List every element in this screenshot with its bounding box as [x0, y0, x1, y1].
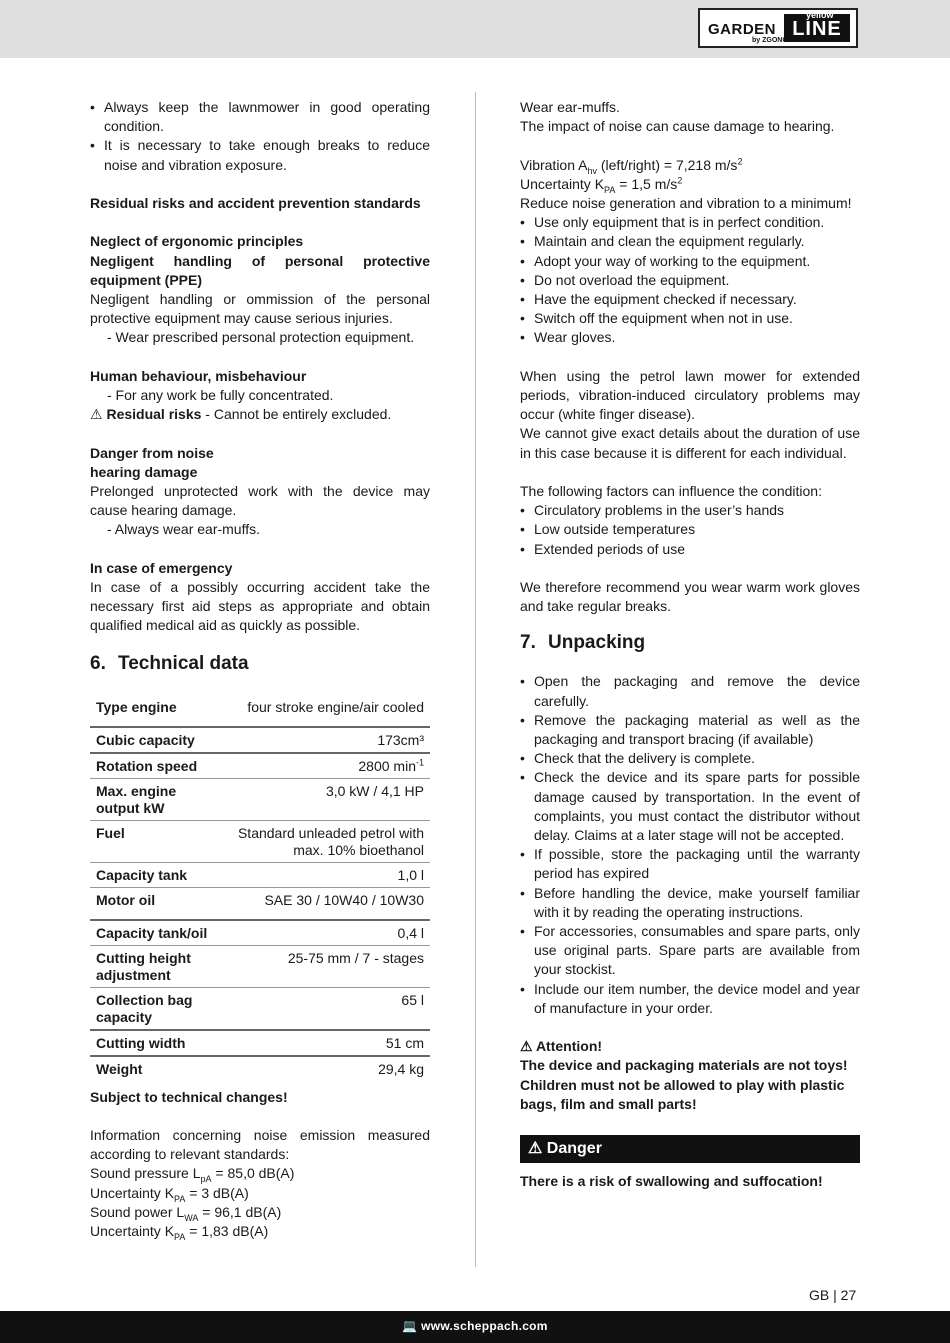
table-row [90, 945, 430, 987]
table-row [90, 753, 430, 779]
logo-garden-text: GARDEN [708, 21, 777, 38]
noise-info-text: Information concerning noise emission measured according to relevant standards: [90, 1127, 430, 1163]
warning-icon: ⚠ [528, 1140, 543, 1158]
residual-risks-label: Residual risks [106, 406, 202, 423]
uncertainty-2-subscript: PA [174, 1231, 186, 1242]
section-6-heading [90, 652, 430, 676]
list-item: • Switch off the equipment when not in use. [520, 309, 860, 328]
impact-text: The impact of noise can cause damage to hearing. [520, 118, 835, 135]
danger-text: There is a risk of swallowing and suffocation! [520, 1173, 823, 1190]
table-value: 25-75 mm / 7 - stages [214, 945, 430, 987]
table-row [90, 778, 430, 820]
page-number [809, 1287, 856, 1303]
warning-icon: ⚠ [520, 1038, 533, 1055]
table-row [90, 1056, 430, 1081]
list-item: • Adopt your way of working to the equipment. [520, 252, 860, 271]
noise-heading-2: hearing damage [90, 463, 198, 480]
list-item: • Remove the packaging material as well as the packaging and transport bracing (if available) [520, 711, 860, 749]
vibration-subscript: hv [587, 165, 597, 176]
list-item: • Check that the delivery is complete. [520, 749, 860, 768]
sound-pressure-label: Sound pressure L [90, 1165, 201, 1182]
uncertainty-1-value: = 3 dB(A) [185, 1184, 249, 1201]
section-7-heading [520, 631, 860, 655]
table-row [90, 820, 430, 862]
list-item: • Have the equipment checked if necessary. [520, 290, 860, 309]
subject-to-changes: Subject to technical changes! [90, 1088, 288, 1105]
list-item: • Use only equipment that is in perfect condition. [520, 213, 860, 232]
unpack-bullet-list [520, 672, 860, 1018]
list-item: • Do not overload the equipment. [520, 271, 860, 290]
list-item: • Maintain and clean the equipment regularly. [520, 232, 860, 251]
technical-data-table [90, 693, 430, 1081]
logo-line-text: LINE [784, 14, 850, 42]
table-value: 0,4 l [214, 920, 430, 946]
top-bullet-list [90, 98, 430, 175]
table-value: Standard unleaded petrol with max. 10% bioethanol [214, 820, 430, 862]
table-value: SAE 30 / 10W40 / 10W30 [214, 887, 430, 920]
uncertainty-1-subscript: PA [174, 1193, 186, 1204]
table-key: Type engine [96, 698, 177, 715]
ergonomic-heading: Neglect of ergonomic principles [90, 233, 304, 250]
page-language: GB [809, 1287, 830, 1303]
list-item: • Open the packaging and remove the device carefully. [520, 672, 860, 710]
ppe-text: Negligent handling or ommission of the personal protective equipment may cause serious injuries. [90, 291, 430, 327]
sound-power-line [90, 1203, 430, 1222]
list-item: • Always keep the lawnmower in good operating condition. [90, 98, 430, 136]
vibration-exponent: 2 [737, 155, 743, 166]
list-item: • Extended periods of use [520, 540, 860, 559]
table-value: 1,0 l [214, 862, 430, 887]
table-value: 29,4 kg [214, 1056, 430, 1081]
vibration-label: Vibration A [520, 156, 588, 173]
table-row [90, 862, 430, 887]
human-item: - For any work be fully concentrated. [107, 387, 334, 403]
table-value: 173cm³ [214, 727, 430, 753]
uncertainty-2-line [90, 1222, 430, 1241]
list-item: • For accessories, consumables and spare parts, only use original parts. Spare parts are available from your stockist. [520, 922, 860, 980]
attention-text: The device and packaging materials are not toys! Children must not be allowed to play with plastic bags, film and small parts! [520, 1057, 848, 1112]
duration-paragraph: We cannot give exact details about the duration of use in this case because it is different for each individual. [520, 425, 860, 461]
sound-pressure-line [90, 1164, 430, 1183]
computer-icon: 💻 [402, 1319, 418, 1333]
table-key: Motor oil [90, 887, 214, 920]
uncertainty-1-label: Uncertainty K [90, 1184, 175, 1201]
factors-bullet-list [520, 501, 860, 559]
ppe-heading: Negligent handling of personal protective equipment (PPE) [90, 252, 430, 288]
reduce-text: Reduce noise generation and vibration to a minimum! [520, 195, 852, 211]
noise-text: Prelonged unprotected work with the device may cause hearing damage. [90, 483, 430, 519]
list-item: • Circulatory problems in the user’s hands [520, 501, 860, 520]
table-row [90, 887, 430, 920]
noise-heading-1: Danger from noise [90, 444, 214, 461]
human-heading: Human behaviour, misbehaviour [90, 367, 307, 384]
sound-power-subscript: WA [184, 1212, 199, 1223]
section-7-number: 7. [520, 632, 536, 654]
reduce-bullet-list [520, 213, 860, 347]
residual-heading: Residual risks and accident prevention standards [90, 195, 421, 211]
footer-bar [0, 1311, 950, 1343]
table-row [90, 987, 430, 1030]
vibration-uncertainty-label: Uncertainty K [520, 175, 605, 192]
table-row [90, 727, 430, 753]
sound-power-value: = 96,1 dB(A) [198, 1203, 282, 1220]
table-value: 51 cm [214, 1030, 430, 1056]
noise-item: - Always wear ear-muffs. [107, 521, 261, 538]
list-item: • It is necessary to take enough breaks to reduce noise and vibration exposure. [90, 136, 430, 174]
page-number-value: 27 [840, 1287, 857, 1303]
gardenline-logo [698, 8, 858, 48]
danger-label: Danger [546, 1140, 602, 1158]
website-link[interactable]: www.scheppach.com [421, 1319, 548, 1333]
left-column [90, 98, 430, 1241]
list-item: • Wear gloves. [520, 328, 860, 347]
logo-by-text: by ZGONC [752, 37, 788, 44]
ear-muffs-text: Wear ear-muffs. [520, 99, 620, 115]
table-key: Cubic capacity [90, 727, 214, 753]
table-key: Weight [90, 1056, 214, 1081]
list-item: • Before handling the device, make yourself familiar with it by reading the operating instructions. [520, 884, 860, 922]
residual-risks-text: - Cannot be entirely excluded. [201, 406, 392, 423]
table-key: Capacity tank/oil [90, 920, 214, 946]
uncertainty-1-line [90, 1184, 430, 1203]
table-key: Max. engine output kW [90, 778, 214, 820]
attention-label: Attention! [535, 1038, 603, 1055]
table-key: Rotation speed [90, 753, 214, 779]
table-value: 65 l [214, 987, 430, 1030]
petrol-paragraph: When using the petrol lawn mower for extended periods, vibration-induced circulatory problems may occur (white finger disease). [520, 367, 860, 423]
sound-pressure-subscript: pA [200, 1174, 212, 1185]
vibration-uncertainty-exponent: 2 [677, 175, 683, 186]
danger-banner [520, 1135, 860, 1163]
section-6-title: Technical data [118, 652, 249, 674]
table-value: four stroke engine/air cooled [247, 698, 424, 715]
vibration-value: (left/right) = 7,218 m/s [596, 156, 738, 173]
table-key: Collection bag capacity [90, 987, 214, 1030]
factors-intro: The following factors can influence the condition: [520, 483, 822, 500]
warning-icon: ⚠ [90, 406, 103, 423]
recommend-paragraph: We therefore recommend you wear warm work gloves and take regular breaks. [520, 579, 860, 615]
residual-risks-line [90, 405, 430, 424]
table-row [90, 1030, 430, 1056]
uncertainty-2-value: = 1,83 dB(A) [185, 1223, 269, 1240]
logo-yellow-text: yellow [806, 10, 834, 20]
attention-heading [520, 1037, 860, 1056]
vibration-uncertainty-value: = 1,5 m/s [615, 175, 678, 192]
section-6-number: 6. [90, 652, 106, 674]
list-item: • Low outside temperatures [520, 520, 860, 539]
header-bar [0, 0, 950, 58]
rotation-speed-exponent: -1 [415, 756, 424, 767]
table-row [90, 920, 430, 946]
table-key: Fuel [90, 820, 214, 862]
emergency-text: In case of a possibly occurring accident take the necessary first aid steps as appropriate and obtain qualified medical aid as quickly as possible. [90, 579, 430, 634]
page-separator: | [833, 1287, 837, 1303]
table-key: Cutting height adjustment [90, 945, 214, 987]
vibration-uncertainty-line [520, 175, 860, 194]
table-row [90, 693, 430, 727]
sound-power-label: Sound power L [90, 1203, 185, 1220]
table-value [214, 753, 430, 779]
vibration-uncertainty-subscript: PA [604, 184, 616, 195]
table-key: Cutting width [90, 1030, 214, 1056]
table-value: 3,0 kW / 4,1 HP [214, 778, 430, 820]
ppe-item: - Wear prescribed personal protection equipment. [107, 329, 415, 346]
uncertainty-2-label: Uncertainty K [90, 1223, 175, 1240]
list-item: • If possible, store the packaging until the warranty period has expired [520, 845, 860, 883]
section-7-title: Unpacking [548, 632, 646, 654]
column-divider [475, 92, 476, 1267]
vibration-line [520, 156, 860, 175]
right-column [520, 98, 860, 1191]
list-item: • Check the device and its spare parts for possible damage caused by transportation. In the event of complaints, you must contact the distributor without delay. Claims at a later stage will not be accepted. [520, 768, 860, 845]
rotation-speed-value: 2800 min [358, 757, 416, 774]
list-item: • Include our item number, the device model and year of manufacture in your order. [520, 980, 860, 1018]
sound-pressure-value: = 85,0 dB(A) [211, 1165, 295, 1182]
table-key: Capacity tank [90, 862, 214, 887]
emergency-heading: In case of emergency [90, 559, 233, 576]
